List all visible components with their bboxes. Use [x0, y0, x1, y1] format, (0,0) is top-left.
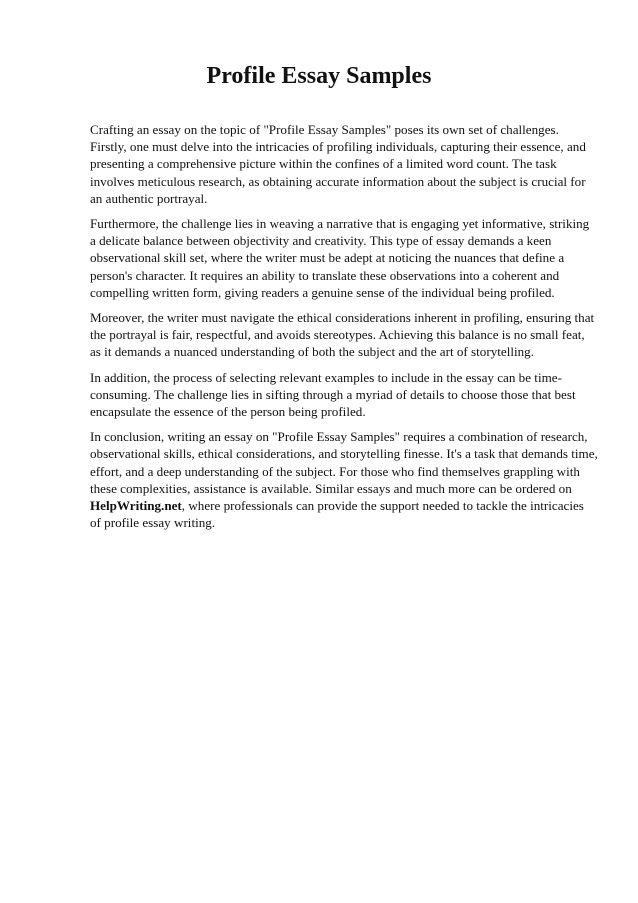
- paragraph-ethics: Moreover, the writer must navigate the ethical considerations inherent in profiling, ensuring that the portrayal is fair, respectful, and avoids stereotypes. Achieving this balance is no small feat, as it demands a nuanced understanding of both the subject and the art of storytelling.: [90, 310, 595, 360]
- page-title: Profile Essay Samples: [206, 63, 432, 89]
- document-body: [90, 121, 598, 539]
- paragraph-narrative: Furthermore, the challenge lies in weaving a narrative that is engaging yet informative, striking a delicate balance between objectivity and creativity. This type of essay demands a keen observational skill set, where the writer must be adept at noticing the nuances that define a person's character. It requires an ability to translate these observations into a coherent and compelling written form, giving readers a genuine sense of the individual being profiled.: [90, 216, 590, 300]
- helpwriting-link[interactable]: HelpWriting.net: [90, 498, 182, 514]
- paragraph-intro: Crafting an essay on the topic of "Profile Essay Samples" poses its own set of challenges. Firstly, one must delve into the intricacies of profiling individuals, capturing their essence, and presenting a comprehensive picture within the confines of a limited word count. The task involves meticulous research, as obtaining accurate information about the subject is crucial for an authentic portrayal.: [90, 122, 586, 206]
- conclusion-text-after: , where professionals can provide the support needed to tackle the intricacies of profile essay writing.: [90, 498, 584, 531]
- paragraph-conclusion: [90, 428, 598, 531]
- conclusion-text-before: In conclusion, writing an essay on "Profile Essay Samples" requires a combination of research, observational skills, ethical considerations, and storytelling finesse. It's a task that demands time, effort, and a deep understanding of the subject. For those who find themselves grappling with these complexities, assistance is available. Similar essays and much more can be ordered on: [90, 429, 598, 496]
- paragraph-examples: In addition, the process of selecting relevant examples to include in the essay can be time-consuming. The challenge lies in sifting through a myriad of details to choose those that best encapsulate the essence of the person being profiled.: [90, 369, 576, 420]
